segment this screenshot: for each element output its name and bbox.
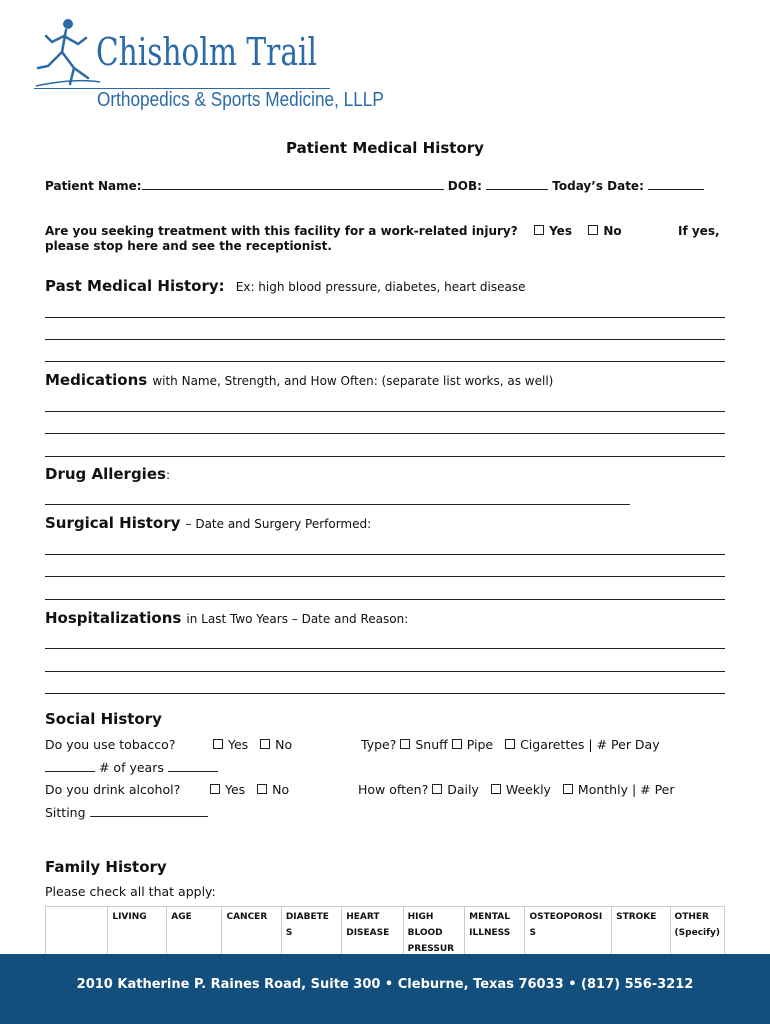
past-medical-line-3[interactable]: [45, 361, 725, 362]
medications-line-2[interactable]: [45, 433, 725, 434]
tobacco-yes-label: Yes: [228, 737, 249, 752]
snuff-label: Snuff: [415, 737, 448, 752]
hospital-hint: in Last Two Years – Date and Reason:: [186, 612, 409, 626]
pipe-checkbox[interactable]: [452, 739, 462, 749]
tobacco-type-label: Type?: [361, 737, 397, 752]
if-yes-label: If yes,: [678, 224, 720, 238]
allergies-heading: Drug Allergies: [45, 465, 166, 483]
weekly-label: Weekly: [505, 782, 551, 797]
sitting-row: [45, 805, 208, 820]
alcohol-frequency: [358, 782, 675, 797]
daily-checkbox[interactable]: [432, 784, 442, 794]
family-col-mental-illness: MENTAL ILLNESS: [465, 907, 525, 960]
family-col-age: AGE: [167, 907, 222, 960]
dob-label: DOB:: [447, 179, 482, 193]
work-injury-yes-label: Yes: [549, 224, 572, 238]
tobacco-no-label: No: [275, 737, 293, 752]
family-col-0: [46, 907, 108, 960]
footer-address: 2010 Katherine P. Raines Road, Suite 300 • Cleburne, Texas 76033 • (817) 556-3212: [76, 977, 694, 992]
family-col-stroke: STROKE: [612, 907, 670, 960]
tobacco-question: Do you use tobacco?: [45, 737, 176, 752]
runner-icon: [34, 16, 104, 106]
page-title: Patient Medical History: [286, 139, 484, 157]
sitting-label: Sitting: [45, 805, 86, 820]
sitting-field[interactable]: [90, 805, 208, 817]
family-col-living: LIVING: [108, 907, 167, 960]
header-row: [45, 178, 725, 193]
patient-name-label: Patient Name:: [45, 179, 142, 193]
per-day-field[interactable]: [45, 760, 95, 772]
family-col-high-blood-pressure: HIGH BLOOD PRESSUR: [403, 907, 465, 960]
family-col-diabetes: DIABETE S: [281, 907, 341, 960]
allergies-colon: :: [165, 468, 170, 482]
hospital-line-2[interactable]: [45, 671, 725, 672]
years-row: [45, 760, 218, 775]
surgical-section: [45, 513, 371, 532]
family-col-other: OTHER (Specify): [670, 907, 724, 960]
work-injury-instruction: please stop here and see the receptionist.: [45, 239, 332, 253]
daily-label: Daily: [447, 782, 479, 797]
past-medical-line-2[interactable]: [45, 339, 725, 340]
alcohol-no-checkbox[interactable]: [257, 784, 267, 794]
monthly-label: Monthly | # Per: [577, 782, 675, 797]
surgical-line-1[interactable]: [45, 554, 725, 555]
past-medical-line-1[interactable]: [45, 317, 725, 318]
snuff-checkbox[interactable]: [400, 739, 410, 749]
weekly-checkbox[interactable]: [491, 784, 501, 794]
work-injury-yes-checkbox[interactable]: [534, 225, 544, 235]
how-often-label: How often?: [358, 782, 429, 797]
pipe-label: Pipe: [466, 737, 494, 752]
medications-line-3[interactable]: [45, 456, 725, 457]
medications-section: [45, 370, 553, 389]
hospital-section: [45, 608, 408, 627]
work-injury-no-label: No: [603, 224, 622, 238]
cigarettes-checkbox[interactable]: [505, 739, 515, 749]
logo-subtitle: Orthopedics & Sports Medicine, LLLP: [97, 89, 384, 111]
surgical-line-2[interactable]: [45, 576, 725, 577]
family-instruction: Please check all that apply:: [45, 884, 216, 899]
dob-field[interactable]: [486, 178, 548, 190]
family-col-cancer: CANCER: [222, 907, 281, 960]
tobacco-type: [361, 737, 660, 752]
allergies-line[interactable]: [45, 504, 630, 505]
medications-hint: with Name, Strength, and How Often: (separate list works, as well): [152, 374, 554, 388]
tobacco-yes-checkbox[interactable]: [213, 739, 223, 749]
family-heading: Family History: [45, 858, 167, 876]
tobacco-no-checkbox[interactable]: [260, 739, 270, 749]
years-label: # of years: [98, 760, 164, 775]
surgical-line-3[interactable]: [45, 599, 725, 600]
allergies-section: [45, 464, 170, 483]
cigarettes-label: Cigarettes | # Per Day: [520, 737, 660, 752]
years-field[interactable]: [168, 760, 218, 772]
past-medical-section: [45, 276, 525, 295]
social-heading: Social History: [45, 710, 162, 728]
tobacco-options: [213, 737, 292, 752]
past-medical-heading: Past Medical History:: [45, 277, 225, 295]
alcohol-yes-label: Yes: [225, 782, 246, 797]
surgical-hint: – Date and Surgery Performed:: [185, 517, 372, 531]
family-history-table: [45, 906, 725, 959]
work-injury-question: [45, 223, 725, 239]
hospital-line-1[interactable]: [45, 648, 725, 649]
hospital-heading: Hospitalizations: [45, 609, 182, 627]
family-table-header-row: [46, 907, 725, 960]
todays-date-field[interactable]: [648, 178, 704, 190]
surgical-heading: Surgical History: [45, 514, 181, 532]
alcohol-options: [210, 782, 289, 797]
medications-heading: Medications: [45, 371, 148, 389]
family-col-heart-disease: HEART DISEASE: [342, 907, 403, 960]
past-medical-hint: Ex: high blood pressure, diabetes, heart disease: [235, 280, 526, 294]
footer: [0, 954, 770, 1024]
patient-name-field[interactable]: [142, 178, 444, 190]
hospital-line-3[interactable]: [45, 693, 725, 694]
alcohol-question: Do you drink alcohol?: [45, 782, 181, 797]
logo-name: Chisholm Trail: [96, 30, 317, 74]
monthly-checkbox[interactable]: [563, 784, 573, 794]
todays-date-label: Today’s Date:: [552, 179, 644, 193]
work-injury-text: Are you seeking treatment with this facility for a work-related injury?: [45, 224, 518, 238]
alcohol-yes-checkbox[interactable]: [210, 784, 220, 794]
alcohol-no-label: No: [272, 782, 290, 797]
medications-line-1[interactable]: [45, 411, 725, 412]
family-col-osteoporosis: OSTEOPOROSI S: [525, 907, 612, 960]
work-injury-no-checkbox[interactable]: [588, 225, 598, 235]
